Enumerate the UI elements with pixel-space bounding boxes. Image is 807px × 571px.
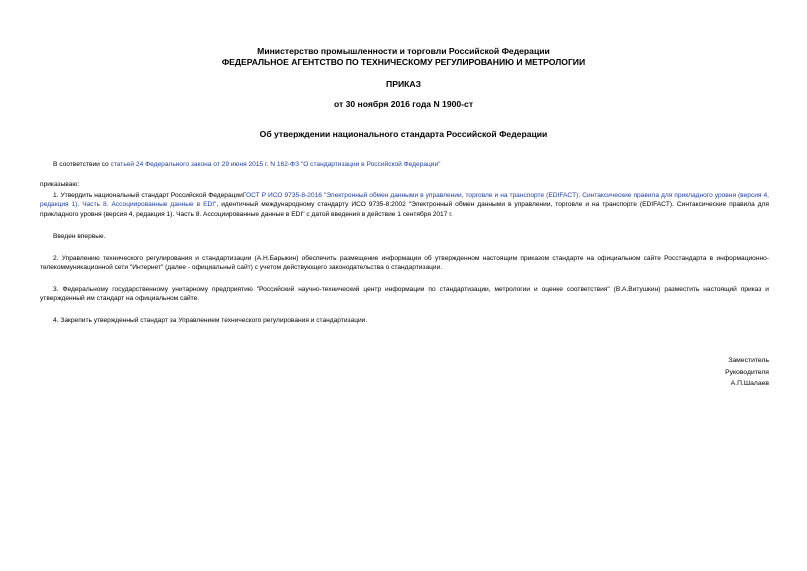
signature-name: А.П.Шалаев	[730, 380, 769, 387]
signature-position-2: Руководителя	[725, 369, 769, 376]
gost-standard-link[interactable]: ГОСТ Р ИСО 9735-8-2016 "Электронный обмен данными в управлении, торговле и на транспорте (EDIFACT). Синтаксические правила для прикладного уровня (версия 4, редакция 1). Часть 8. Ассоциированные данные в EDI"	[40, 192, 769, 209]
item-4-paragraph: 4. Закрепить утвержденный стандарт за Управлением технического регулирования и стандартизации.	[53, 317, 368, 324]
orders-line: приказываю:	[40, 181, 80, 188]
preamble-paragraph	[40, 160, 769, 169]
ministry-title: Министерство промышленности и торговли Российской Федерации	[257, 46, 550, 56]
item-1-prefix: 1. Утвердить национальный стандарт Российской Федерации	[53, 192, 243, 199]
item-3-paragraph: 3. Федеральному государственному унитарному предприятию "Российский научно-технический центр информации по стандартизации, метрологии и оценке соответствия" (В.А.Витушкин) разместить настоящий приказ и утвержденный им стандарт на официальном сайте.	[40, 286, 769, 303]
document-type: ПРИКАЗ	[386, 79, 421, 89]
introduced-note: Введен впервые.	[53, 233, 106, 240]
document-date-number: от 30 ноября 2016 года N 1900-ст	[333, 99, 474, 109]
preamble-prefix: В соответствии со	[53, 161, 111, 168]
item-1-paragraph	[40, 191, 769, 219]
item-2-paragraph: 2. Управлению технического регулирования и стандартизации (А.Н.Барыкин) обеспечить размещение информации об утвержденном настоящим приказом стандарте на официальном сайте Росстандарта в информационно-телекоммуникационной сети "Интернет" (далее - официальный сайт) с учетом действующего законодательства о стандартизации.	[40, 255, 769, 272]
agency-title: ФЕДЕРАЛЬНОЕ АГЕНТСТВО ПО ТЕХНИЧЕСКОМУ РЕГУЛИРОВАНИЮ И МЕТРОЛОГИИ	[221, 57, 586, 67]
item-1-suffix: , идентичный международному стандарту ИСО 9735-8:2002 "Электронный обмен данными в управлении, торговле и на транспорте (EDIFACT). Синтаксические правила для прикладного уровня (версия 4, редакция 1). Часть 8. Ассоциированные данные в EDI" с датой введения в действие 1 сентября 2017 г.	[40, 201, 769, 218]
federal-law-link[interactable]: статьей 24 Федерального закона от 29 июня 2015 г. N 162-ФЗ "О стандартизации в Российской Федерации"	[110, 161, 441, 168]
document-subject: Об утверждении национального стандарта Российской Федерации	[259, 129, 548, 139]
signature-position: Заместитель	[728, 357, 769, 364]
